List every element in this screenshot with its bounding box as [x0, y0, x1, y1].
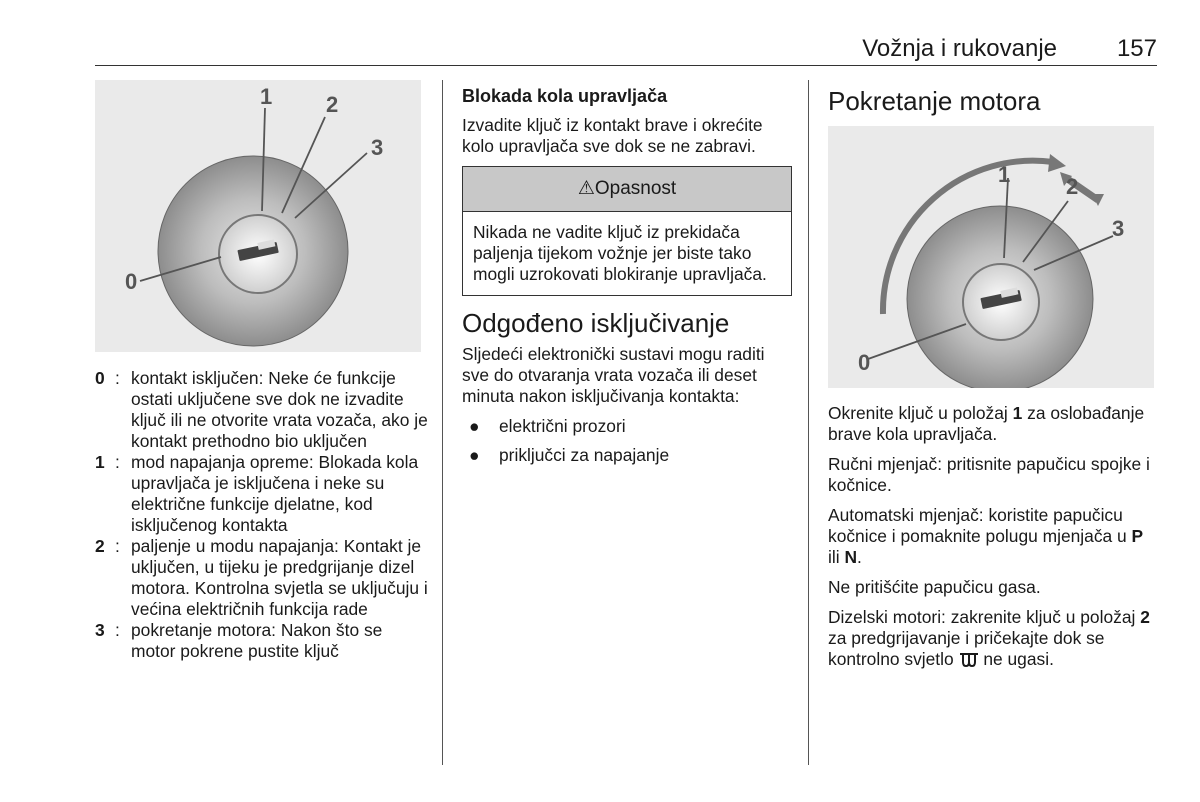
engine-start-figure	[828, 126, 1154, 388]
ignition-switch-figure	[95, 80, 421, 352]
column-left	[95, 80, 430, 662]
legend-row: 2 : paljenje u modu napajanja: Kontakt je uključen, u tijeku je predgrijanje dizel motora. Kontrolna svjetla se uključuju i većina električnih funkcija rade	[95, 536, 428, 619]
column-divider	[808, 80, 809, 765]
warning-header	[463, 167, 791, 212]
warning-title: Opasnost	[594, 178, 677, 199]
delayed-off-text: Sljedeći elektronički sustavi mogu raditi sve do otvaranja vrata vozača ili deset minuta nakon isključivanja kontakta:	[462, 344, 765, 406]
warning-box	[462, 166, 792, 296]
fig-label-2: 2	[1066, 174, 1079, 199]
warning-triangle-icon: ⚠	[577, 178, 595, 199]
legend-row: 0 : kontakt isključen: Neke će funkcije ostati uključene sve dok ne izvadite ključ ili ne otvorite vrata vozača, ako je kontakt prethodno bio uključen	[95, 368, 428, 451]
page-header	[95, 33, 1157, 66]
column-right	[828, 80, 1158, 679]
warning-text: Nikada ne vadite ključ iz prekidača paljenja tijekom vožnje jer biste tako mogli uzrokovati blokiranje upravljača.	[473, 222, 767, 284]
fig-label-0: 0	[125, 269, 138, 294]
step-paragraph: Automatski mjenjač: koristite papučicu kočnice i pomaknite polugu mjenjača u P ili N.	[828, 505, 1144, 567]
step-paragraph: Dizelski motori: zakrenite ključ u položaj 2 za predgrijavanje i pričekajte dok se kontrolno svjetlo ne ugasi.	[828, 607, 1150, 669]
fig-label-1: 1	[260, 84, 273, 109]
bullet-icon: ●	[469, 416, 480, 436]
step-paragraph: Ručni mjenjač: pritisnite papučicu spojke i kočnice.	[828, 454, 1150, 495]
fig-label-3: 3	[1112, 216, 1125, 241]
bullet-icon: ●	[469, 445, 480, 465]
fig-label-0: 0	[858, 350, 871, 375]
fig-label-1: 1	[998, 162, 1011, 187]
step-paragraph: Ne pritišćite papučicu gasa.	[828, 577, 1041, 597]
column-divider	[442, 80, 443, 765]
key-position-legend	[95, 368, 430, 662]
delayed-off-heading: Odgođeno isključivanje	[462, 308, 730, 338]
step-paragraph: Okrenite ključ u položaj 1 za oslobađanje brave kola upravljača.	[828, 403, 1145, 444]
page-number: 157	[1116, 35, 1157, 62]
section-title: Vožnja i rukovanje	[862, 35, 1057, 62]
legend-row: 3 : pokretanje motora: Nakon što se motor pokrene pustite ključ	[95, 620, 383, 661]
list-item: ● električni prozori	[462, 416, 792, 437]
legend-row: 1 : mod napajanja opreme: Blokada kola upravljača je isključena i neke su električne funkcije djelatne, kod isključenog kontakta	[95, 452, 419, 535]
steering-lock-heading: Blokada kola upravljača	[462, 86, 668, 106]
fig-label-3: 3	[371, 135, 384, 160]
column-middle	[462, 80, 792, 466]
preheat-coil-icon	[959, 652, 979, 667]
steering-lock-text: Izvadite ključ iz kontakt brave i okrećite kolo upravljača sve dok se ne zabravi.	[462, 115, 763, 156]
engine-start-heading: Pokretanje motora	[828, 86, 1041, 116]
fig-label-2: 2	[326, 92, 339, 117]
list-item: ● priključci za napajanje	[462, 445, 792, 466]
